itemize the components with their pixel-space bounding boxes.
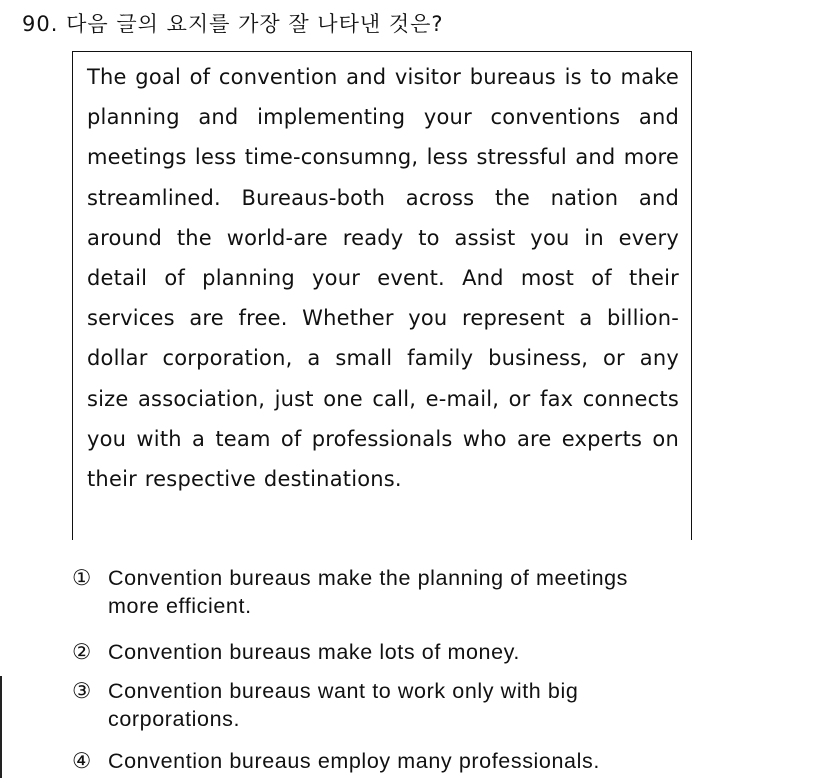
option-number: ②	[72, 640, 92, 664]
option-number: ①	[72, 566, 92, 590]
option-text: Convention bureaus make lots of money.	[108, 640, 521, 664]
option-text: Convention bureaus employ many professionals.	[108, 749, 600, 773]
option-text-continued: corporations.	[108, 707, 241, 731]
option-text: Convention bureaus want to work only with big	[108, 679, 579, 703]
option-number: ④	[72, 749, 92, 773]
option-2[interactable]	[72, 638, 521, 664]
option-number: ③	[72, 679, 92, 703]
passage-text: The goal of convention and visitor bureaus is to make planning and implementing your conventions and meetings less time-consumng, less stressful and more streamlined. Bureaus-both across the nation and around the world-are ready to assist you in every detail of planning your event. And most of their services are free. Whether you represent a billion-dollar corporation, a small family business, or any size association, just one call, e-mail, or fax connects you with a team of professionals who are experts on their respective destinations.	[87, 65, 679, 492]
question-title: 90. 다음 글의 요지를 가장 잘 나타낸 것은?	[22, 12, 444, 36]
option-text: Convention bureaus make the planning of meetings	[108, 566, 629, 590]
option-4[interactable]	[72, 747, 600, 775]
page-margin-rule	[0, 676, 2, 778]
option-3[interactable]	[72, 677, 578, 733]
option-1[interactable]	[72, 564, 628, 620]
option-text-continued: more efficient.	[108, 594, 252, 618]
